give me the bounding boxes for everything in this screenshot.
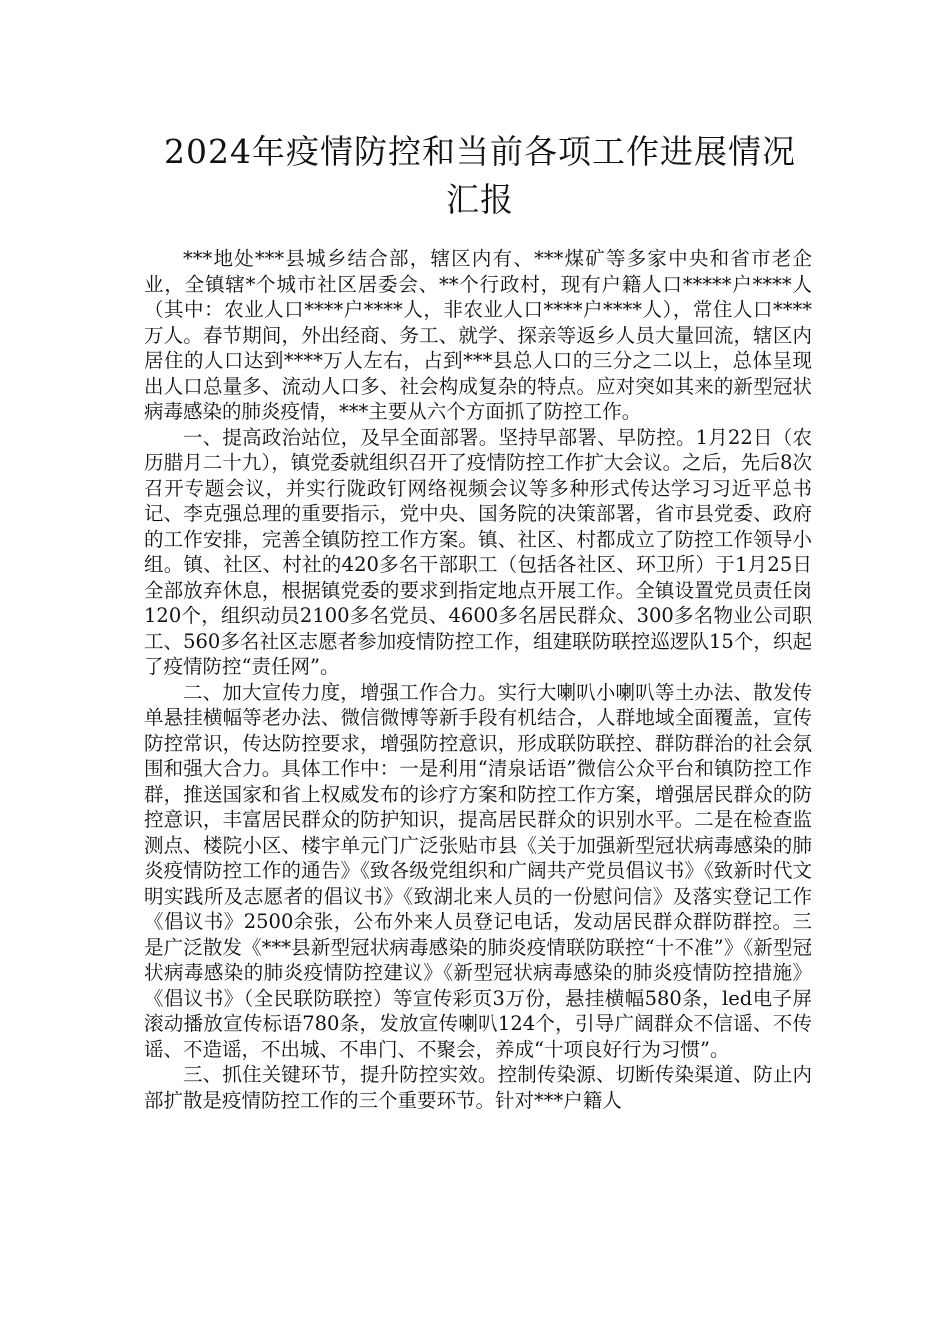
paragraph-section-1: 一、提高政治站位，及早全面部署。坚持早部署、早防控。1月22日（农历腊月二十九），镇党委就组织召开了疫情防控工作扩大会议。之后，先后8次召开专题会议，并实行陇政钉网络视频会议等多种形式传达学习习近平总书记、李克强总理的重要指示，党中央、国务院的决策部署，省市县党委、政府的工作安排，完善全镇防控工作方案。镇、社区、村都成立了防控工作领导小组。镇、社区、村社的420多名干部职工（包括各社区、环卫所）于1月25日全部放弃休息，根据镇党委的要求到指定地点开展工作。全镇设置党员责任岗120个，组织动员2100多名党员、4600多名居民群众、300多名物业公司职工、560多名社区志愿者参加疫情防控工作，组建联防联控巡逻队15个，织起了疫情防控“责任网”。 — [144, 425, 812, 678]
paragraph-section-3: 三、抓住关键环节，提升防控实效。控制传染源、切断传染渠道、防止内部扩散是疫情防控工作的三个重要环节。针对***户籍人 — [144, 1063, 812, 1112]
paragraph-section-2: 二、加大宣传力度，增强工作合力。实行大喇叭小喇叭等土办法、散发传单悬挂横幅等老办法、微信微博等新手段有机结合，人群地域全面覆盖，宣传防控常识，传达防控要求，增强防控意识，形成联防联控、群防群治的社会氛围和强大合力。具体工作中：一是利用“清泉话语”微信公众平台和镇防控工作群，推送国家和省上权威发布的诊疗方案和防控工作方案，增强居民群众的防控意识，丰富居民群众的防护知识，提高居民群众的识别水平。二是在检查监测点、楼院小区、楼宇单元门广泛张贴市县《关于加强新型冠状病毒感染的肺炎疫情防控工作的通告》《致各级党组织和广阔共产党员倡议书》《致新时代文明实践所及志愿者的倡议书》《致湖北来人员的一份慰问信》及落实登记工作《倡议书》2500余张，公布外来人员登记电话，发动居民群众群防群控。三是广泛散发《***县新型冠状病毒感染的肺炎疫情联防联控“十不准”》《新型冠状病毒感染的肺炎疫情防控建议》《新型冠状病毒感染的肺炎疫情防控措施》《倡议书》（全民联防联控）等宣传彩页3万份，悬挂横幅580条，led电子屏滚动播放宣传标语780条，发放宣传喇叭124个，引导广阔群众不信谣、不传谣、不造谣，不出城、不串门、不聚会，养成“十项良好行为习惯”。 — [144, 680, 812, 1061]
title-line-1: 2024年疫情防控和当前各项工作进展情况 — [164, 132, 796, 171]
paragraph-intro: ***地处***县城乡结合部，辖区内有、***煤矿等多家中央和省市老企业，全镇辖*个城市社区居委会、**个行政村，现有户籍人口*****户****人（其中：农业人口****户****人，非农业人口****户****人），常住人口****万人。春节期间，外出经商、务工、就学、探亲等返乡人员大量回流，辖区内居住的人口达到****万人左右，占到***县总人口的三分之二以上，总体呈现出人口总量多、流动人口多、社会构成复杂的特点。应对突如其来的新型冠状病毒感染的肺炎疫情，***主要从六个方面抓了防控工作。 — [144, 247, 812, 423]
title-line-2: 汇报 — [446, 180, 514, 219]
document-body — [144, 246, 812, 1113]
document-title — [100, 128, 860, 224]
